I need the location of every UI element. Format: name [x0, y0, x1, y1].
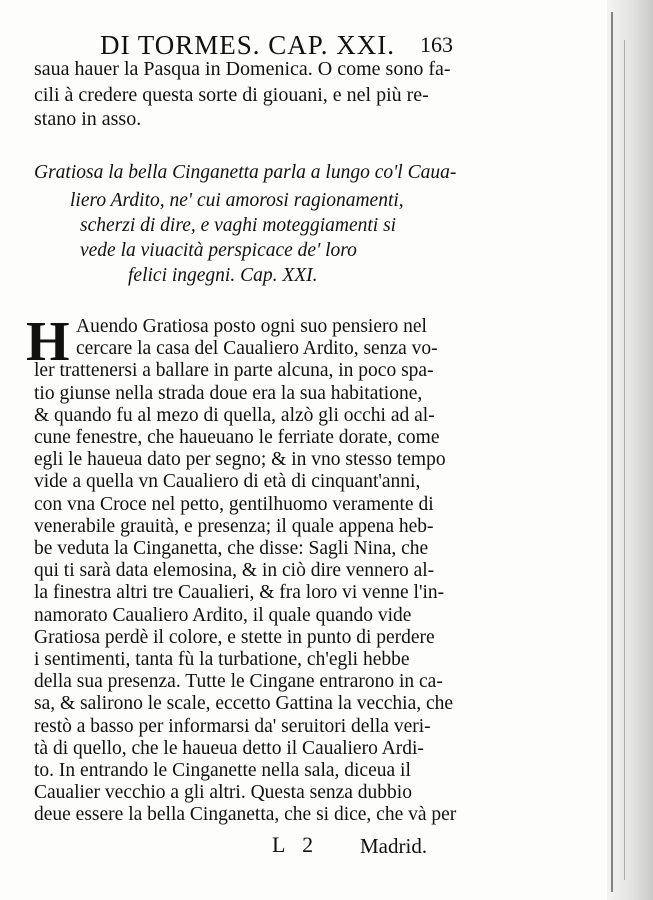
text-line: ler trattenersi a ballare in parte alcuna, in poco spa-	[34, 360, 434, 382]
text-line: cercare la casa del Caualiero Ardito, senza vo-	[76, 338, 438, 360]
text-line: saua hauer la Pasqua in Domenica. O come sono fa-	[34, 58, 451, 80]
text-line: egli le haueua dato per segno; & in vno stesso tempo	[34, 449, 446, 471]
signature-mark: L 2	[272, 832, 320, 858]
text-line: namorato Caualiero Ardito, il quale quando vide	[34, 604, 412, 626]
page-header	[100, 30, 460, 60]
text-line: della sua presenza. Tutte le Cingane entrarono in ca-	[34, 671, 443, 693]
catchword: Madrid.	[360, 834, 428, 859]
text-line: cili à credere questa sorte di giouani, e nel più re-	[34, 84, 429, 106]
text-line: vide a quella vn Caualiero di età di cinquant'anni,	[34, 471, 421, 493]
text-line: Caualier vecchio a gli altri. Questa senza dubbio	[34, 782, 412, 804]
text-line: stano in asso.	[34, 108, 142, 130]
text-line: sa, & salirono le scale, eccetto Gattina la vecchia, che	[34, 693, 454, 715]
summary-line: Gratiosa la bella Cinganetta parla a lungo co'l Caua-	[34, 162, 457, 183]
text-line: be veduta la Cinganetta, che disse: Sagli Nina, che	[34, 538, 429, 559]
text-line: tà di quello, che le haueua detto il Caualiero Ardi-	[34, 737, 424, 759]
drop-cap: H	[26, 311, 70, 373]
text-line: to. In entrando le Cinganette nella sala, diceua il	[34, 760, 411, 781]
gutter-edge-line	[611, 12, 613, 892]
text-line: i sentimenti, tanta fù la turbatione, ch'egli hebbe	[34, 649, 410, 670]
gutter-shadow-line	[624, 40, 625, 880]
text-line: tio giunse nella strada doue era la sua habitatione,	[34, 382, 423, 404]
running-head: DI TORMES. CAP. XXI.	[100, 30, 396, 60]
text-line: venerabile grauità, e presenza; il quale appena heb-	[34, 515, 434, 537]
text-line: qui ti sarà data elemosina, & in ciò dire vennero al-	[34, 560, 435, 582]
text-line: & quando fu al mezo di quella, alzò gli occhi ad al-	[34, 404, 435, 426]
binding-gutter	[607, 0, 653, 900]
text-line: Gratiosa perdè il colore, e stette in punto di perdere	[34, 626, 435, 648]
text-line: la finestra altri tre Caualieri, & fra loro vi venne l'in-	[34, 582, 445, 604]
summary-line: scherzi di dire, e vaghi moteggiamenti si	[80, 215, 397, 236]
summary-line: vede la viuacità perspicace de' loro	[80, 240, 357, 261]
chapter-heading: felici ingegni. Cap. XXI.	[128, 265, 318, 286]
text-line: con vna Croce nel petto, gentilhuomo veramente di	[34, 493, 434, 515]
text-line: Auendo Gratiosa posto ogni suo pensiero nel	[76, 316, 427, 337]
text-line: cune fenestre, che haueuano le ferriate dorate, come	[34, 427, 440, 448]
page-footer	[0, 832, 653, 862]
text-line: deue essere la bella Cinganetta, che si dice, che và per	[34, 804, 457, 826]
page-number: 163	[420, 32, 453, 57]
summary-line: liero Ardito, ne' cui amorosi ragionamenti,	[70, 190, 404, 211]
text-line: restò a basso per informarsi da' seruitori della veri-	[34, 715, 431, 737]
